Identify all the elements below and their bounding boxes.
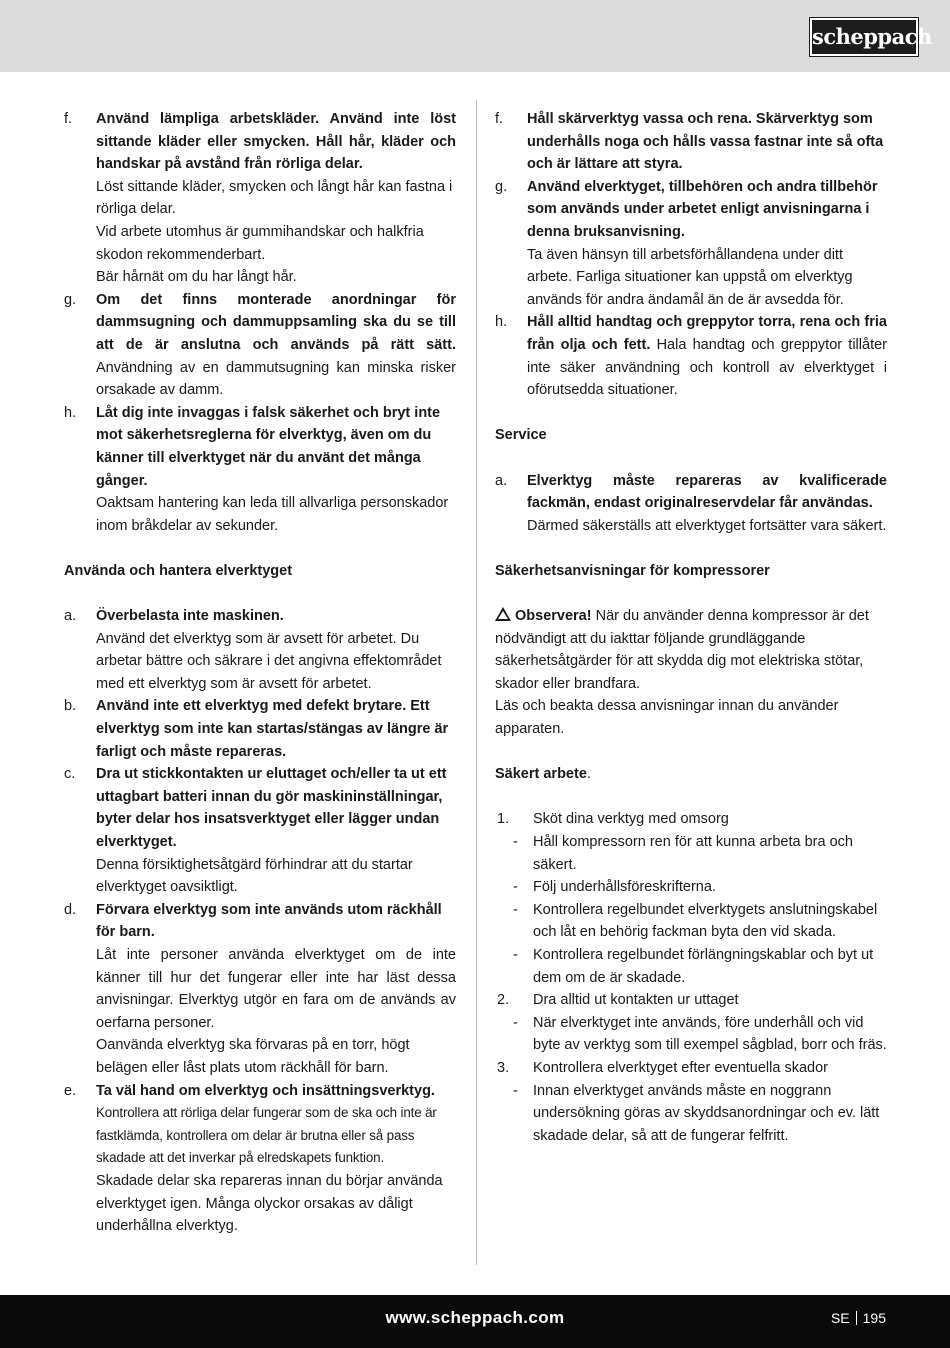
list-item-e: [64, 1080, 456, 1238]
numbered-item-1: [495, 808, 887, 831]
compressor-heading: Säkerhetsanvisningar för kompressorer: [495, 562, 770, 579]
item-text: Löst sittande kläder, smycken och långt hår kan fastna i rörliga delar.: [96, 178, 453, 218]
item-text: Kontrollera att rörliga delar fungerar som de ska och inte är fastklämda, kontrollera om delar är brutna eller så pass skadade att det inverkar på elredskapets funktion.: [96, 1105, 437, 1166]
list-item-f: [495, 108, 887, 176]
list-item-a: [64, 605, 456, 695]
item-text: Håll kompressorn ren för att kunna arbeta bra och säkert.: [533, 834, 853, 873]
list-item-b: [64, 695, 456, 763]
item-text: Sköt dina verktyg med omsorg: [533, 811, 729, 828]
item-text: Innan elverktyget används måste en noggrann undersökning göras av skyddsanordningar och ev. lätt skadade delar, så att de fungerar felfritt.: [533, 1082, 880, 1144]
list-item-g: [495, 176, 887, 312]
item-heading: Överbelasta inte maskinen.: [96, 608, 284, 625]
item-heading: Låt dig inte invaggas i falsk säkerhet och bryt inte mot säkerhetsreglerna för elverktyg, även om du känner till elverktyget när du använt det många gånger.: [96, 404, 441, 489]
item-marker: h.: [495, 314, 508, 331]
item-text: Använd det elverktyg som är avsett för arbetet. Du arbetar bättre och säkrare i det angivna effektområdet med ett elverktyg som är avsett för arbetet.: [96, 630, 442, 692]
warning-icon: [495, 607, 511, 621]
header-bar: [0, 0, 950, 72]
item-heading: Använd lämpliga arbetskläder. Använd inte löst sittande kläder eller smycken. Håll hår, kläder och handskar på avstånd från rörliga delar.: [96, 111, 456, 173]
item-text: Kontrollera elverktyget efter eventuella skador: [533, 1059, 828, 1076]
dash-item: [495, 899, 887, 944]
item-text: Hala handtag och greppytor tillåter inte säker användning och kontroll av elverktyget i oförutsedda situationer.: [527, 336, 887, 399]
safe-work-heading: Säkert arbete: [495, 766, 587, 783]
item-text: Vid arbete utomhus är gummihandskar och halkfria skodon rekommenderbart.: [96, 223, 424, 263]
dash-item: [495, 944, 887, 989]
item-text: När elverktyget inte används, före underhåll och vid byte av verktyg som till exempel sågblad, borr och fräs.: [533, 1014, 887, 1054]
item-heading: Håll alltid handtag och greppytor torra, rena och fria från olja och fett.: [527, 314, 887, 353]
item-heading: Elverktyg måste repareras av kvalificerade fackmän, endast originalreservdelar får användas.: [527, 472, 887, 512]
item-heading: Om det finns monterade anordningar för dammsugning och dammuppsamling ska du se till att de är anslutna och används på rätt sätt.: [96, 291, 456, 353]
item-marker: h.: [64, 404, 77, 421]
column-divider: [476, 100, 477, 1265]
item-marker: 3.: [497, 1059, 510, 1076]
item-marker: c.: [64, 766, 76, 783]
warning-label: Observera!: [515, 608, 592, 625]
item-marker: f.: [495, 111, 504, 127]
left-column: [64, 108, 456, 1238]
dash-item: [495, 1012, 887, 1057]
dash-marker: -: [513, 879, 518, 896]
item-text: Oaktsam hantering kan leda till allvarliga personskador inom bråkdelar av sekunder.: [96, 495, 449, 534]
dash-marker: -: [513, 946, 518, 963]
item-marker: 1.: [497, 811, 510, 828]
item-heading: Förvara elverktyg som inte används utom räckhåll för barn.: [96, 901, 442, 941]
list-item-g: [64, 289, 456, 402]
heading-dot: .: [586, 766, 591, 783]
dash-item: [495, 831, 887, 876]
page-number-value: 195: [862, 1310, 886, 1326]
dash-item: [495, 876, 887, 899]
service-heading: Service: [495, 427, 547, 444]
item-heading: Ta väl hand om elverktyg och insättningsverktyg.: [96, 1082, 435, 1099]
warning-text-2: Läs och beakta dessa anvisningar innan du använder apparaten.: [495, 698, 839, 738]
dash-marker: -: [513, 834, 518, 850]
section-heading: Använda och hantera elverktyget: [64, 562, 293, 579]
item-marker: 2.: [497, 992, 510, 1009]
list-item-h: [64, 402, 456, 538]
item-text: Kontrollera regelbundet förlängningskablar och byt ut dem om de är skadade.: [533, 946, 874, 986]
page-number: [831, 1295, 886, 1341]
item-heading: Använd inte ett elverktyg med defekt brytare. Ett elverktyg som inte kan startas/stängas av längre är farligt och måste repareras.: [96, 698, 449, 760]
item-text: Följ underhållsföreskrifterna.: [533, 879, 716, 896]
item-text: Låt inte personer använda elverktyget om de inte känner till hur det fungerar eller inte har läst dessa anvisningar. Elverktyg utgör en fara om de används av oerfarna personer.: [96, 946, 456, 1031]
list-item-h: [495, 311, 887, 401]
item-marker: e.: [64, 1082, 77, 1099]
item-text: Bär hårnät om du har långt hår.: [96, 269, 297, 286]
item-heading: Håll skärverktyg vassa och rena. Skärverktyg som underhålls noga och hålls vassa fastnar inte så ofta och är lättare att styra.: [527, 111, 884, 173]
item-marker: g.: [495, 178, 508, 195]
item-text: Användning av en dammutsugning kan minska risker orsakade av damm.: [96, 359, 456, 399]
dash-item: [495, 1080, 887, 1148]
item-text: Denna försiktighetsåtgärd förhindrar att du startar elverktyget oavsiktligt.: [96, 856, 413, 896]
language-code: SE: [830, 1310, 850, 1326]
list-item-f: [64, 108, 456, 289]
item-marker: a.: [495, 472, 508, 489]
item-heading: Dra ut stickkontakten ur eluttaget och/eller ta ut ett uttagbart batteri innan du gör maskininställningar, byter delar hos insatsverktyget eller lägger undan elverktyget.: [96, 766, 447, 850]
item-marker: a.: [64, 608, 77, 625]
item-text: Kontrollera regelbundet elverktygets anslutningskabel och låt en behörig fackman byta den vid skada.: [533, 901, 878, 941]
list-item-c: [64, 763, 456, 899]
item-heading: Använd elverktyget, tillbehören och andra tillbehör som används under arbetet enligt anvisningarna i denna bruksanvisning.: [527, 178, 878, 240]
warning-text: När du använder denna kompressor är det nödvändigt att du iakttar följande grundläggande säkerhetsåtgärder för att skydda dig mot elektriska stötar, skador eller brandfara.: [495, 608, 869, 692]
dash-marker: -: [513, 1014, 518, 1031]
item-text: Därmed säkerställs att elverktyget fortsätter vara säkert.: [527, 517, 887, 534]
list-item-d: [64, 899, 456, 1080]
item-marker: f.: [64, 111, 73, 127]
dash-marker: -: [513, 1082, 518, 1099]
footer-bar: [0, 1295, 950, 1348]
numbered-item-3: [495, 1057, 887, 1080]
page-separator: [856, 1311, 857, 1325]
list-item-a: [495, 470, 887, 538]
numbered-item-2: [495, 989, 887, 1012]
item-text: Skadade delar ska repareras innan du börjar använda elverktyget igen. Många olyckor orsakas av dåligt underhållna elverktyg.: [96, 1172, 443, 1235]
warning-paragraph: [495, 605, 887, 695]
item-marker: b.: [64, 698, 77, 715]
item-marker: d.: [64, 901, 77, 918]
item-text: Ta även hänsyn till arbetsförhållandena under ditt arbete. Farliga situationer kan uppstå om elverktyg används för andra ändamål än de är avsedda för.: [527, 246, 853, 308]
item-marker: g.: [64, 291, 77, 308]
brand-logo: scheppach: [810, 18, 918, 56]
item-text: Dra alltid ut kontakten ur uttaget: [533, 992, 739, 1009]
right-column: [495, 108, 887, 1147]
item-text: Oanvända elverktyg ska förvaras på en torr, högt belägen eller låst plats utom räckhåll för barn.: [96, 1037, 410, 1076]
footer-url-link[interactable]: www.scheppach.com: [385, 1308, 565, 1327]
dash-marker: -: [513, 901, 518, 918]
